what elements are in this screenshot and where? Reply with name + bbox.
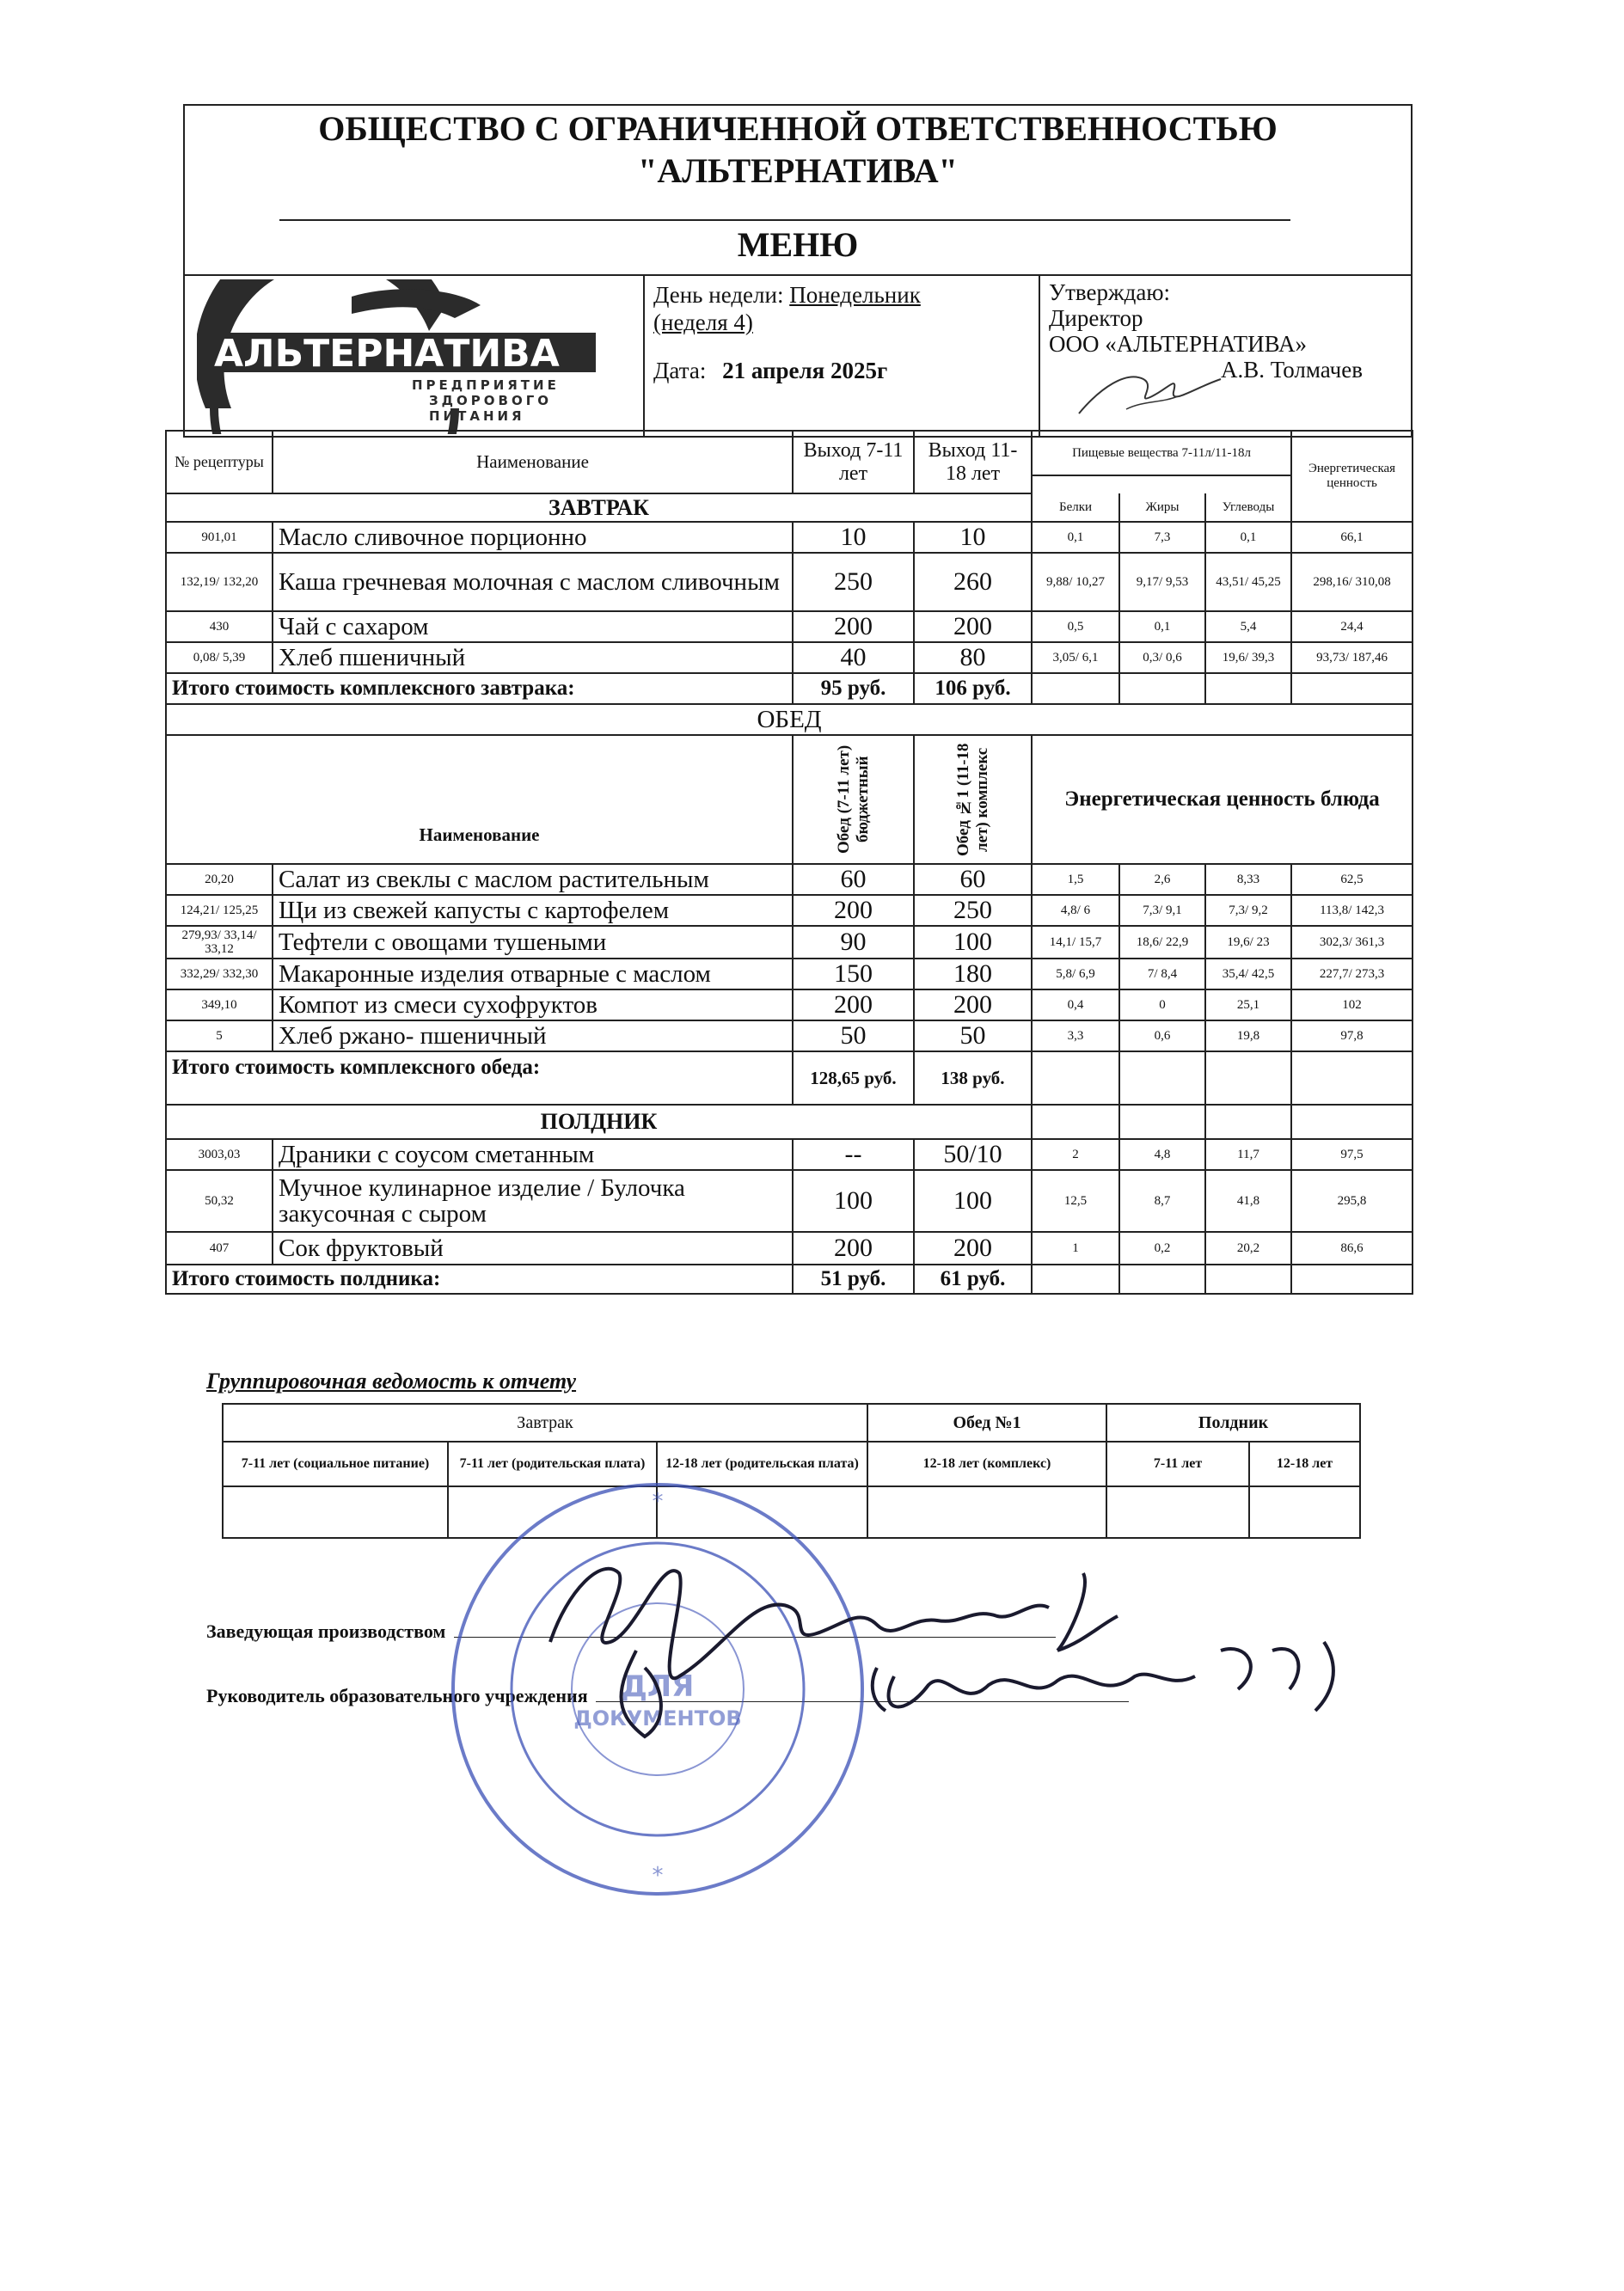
proteins: 4,8/ 6 — [1032, 895, 1119, 926]
snack-section-row — [166, 1105, 1413, 1139]
grouping-col-5: 7-11 лет — [1106, 1442, 1249, 1486]
lunch-total-row — [166, 1051, 1413, 1105]
energy: 66,1 — [1291, 522, 1413, 553]
breakfast-title: ЗАВТРАК — [166, 493, 1032, 522]
output-7-11: 100 — [793, 1170, 914, 1232]
output-11-18: 100 — [914, 926, 1032, 959]
carbs: 20,2 — [1205, 1232, 1291, 1265]
output-11-18: 80 — [914, 642, 1032, 673]
output-11-18: 180 — [914, 959, 1032, 989]
output-11-18: 50/10 — [914, 1139, 1032, 1170]
lunch-section-row — [166, 704, 1413, 735]
table-row — [166, 553, 1413, 611]
snack-total-row — [166, 1265, 1413, 1294]
carbs: 43,51/ 45,25 — [1205, 553, 1291, 611]
fats: 0,1 — [1119, 611, 1205, 642]
grouping-col-1: 7-11 лет (социальное питание) — [223, 1442, 448, 1486]
recipe-no: 332,29/ 332,30 — [166, 959, 273, 989]
approve-label: Утверждаю: — [1049, 279, 1171, 305]
svg-text:*: * — [652, 1863, 664, 1889]
dish-name: Мучное кулинарное изделие / Булочка закусочная с сыром — [273, 1170, 793, 1232]
snack-price-11-18: 61 руб. — [914, 1265, 1032, 1294]
carbs: 19,8 — [1205, 1020, 1291, 1051]
energy: 97,5 — [1291, 1139, 1413, 1170]
svg-text:ДЛЯ: ДЛЯ — [621, 1669, 695, 1704]
day-value: Понедельник — [789, 282, 921, 308]
output-11-18: 250 — [914, 895, 1032, 926]
director-signature — [1075, 353, 1229, 422]
recipe-no: 5 — [166, 1020, 273, 1051]
lunch-7-11-header — [793, 735, 914, 864]
lunch-price-11-18: 138 руб. — [914, 1051, 1032, 1105]
energy: 24,4 — [1291, 611, 1413, 642]
divider — [279, 219, 1290, 221]
output-7-11-header: Выход 7-11 лет — [793, 431, 914, 493]
output-7-11: 200 — [793, 1232, 914, 1265]
carbs: 19,6/ 39,3 — [1205, 642, 1291, 673]
recipe-no: 279,93/ 33,14/ 33,12 — [166, 926, 273, 959]
fats: 0,2 — [1119, 1232, 1205, 1265]
dish-name: Сок фруктовый — [273, 1232, 793, 1265]
energy: 97,8 — [1291, 1020, 1413, 1051]
grouping-col-3: 12-18 лет (родительская плата) — [657, 1442, 867, 1486]
output-7-11: 150 — [793, 959, 914, 989]
grouping-col-4: 12-18 лет (комплекс) — [867, 1442, 1106, 1486]
grouping-col-2: 7-11 лет (родительская плата) — [448, 1442, 657, 1486]
fats: 7,3/ 9,1 — [1119, 895, 1205, 926]
snack-total-label: Итого стоимость полдника: — [166, 1265, 793, 1294]
recipe-no: 0,08/ 5,39 — [166, 642, 273, 673]
dish-name: Драники с соусом сметанным — [273, 1139, 793, 1170]
output-11-18-header: Выход 11-18 лет — [914, 431, 1032, 493]
logo-subtitle-2: ЗДОРОВОГО — [429, 393, 553, 408]
output-11-18: 60 — [914, 864, 1032, 895]
grouping-snack: Полдник — [1106, 1404, 1360, 1442]
carbs: 11,7 — [1205, 1139, 1291, 1170]
proteins-header: Белки — [1032, 493, 1119, 522]
lunch-price-7-11: 128,65 руб. — [793, 1051, 914, 1105]
snack-price-7-11: 51 руб. — [793, 1265, 914, 1294]
grouping-breakfast: Завтрак — [223, 1404, 867, 1442]
energy: 102 — [1291, 989, 1413, 1020]
table-row — [166, 1170, 1413, 1232]
proteins: 12,5 — [1032, 1170, 1119, 1232]
output-7-11: 200 — [793, 611, 914, 642]
dish-name: Хлеб пшеничный — [273, 642, 793, 673]
output-7-11: 40 — [793, 642, 914, 673]
lunch-11-18-header-text: Обед №1 (11-18 лет) комплекс — [953, 743, 991, 856]
dish-name: Чай с сахаром — [273, 611, 793, 642]
fats: 7/ 8,4 — [1119, 959, 1205, 989]
lunch-7-11-header-text: Обед (7-11 лет) бюджетный — [834, 744, 872, 855]
output-11-18: 260 — [914, 553, 1032, 611]
proteins: 3,05/ 6,1 — [1032, 642, 1119, 673]
proteins: 14,1/ 15,7 — [1032, 926, 1119, 959]
table-row — [166, 959, 1413, 989]
output-11-18: 200 — [914, 1232, 1032, 1265]
fats: 0,6 — [1119, 1020, 1205, 1051]
recipe-no: 124,21/ 125,25 — [166, 895, 273, 926]
date-cell — [643, 274, 1039, 438]
day-of-week — [653, 281, 1030, 309]
grouping-col-6: 12-18 лет — [1249, 1442, 1360, 1486]
fats: 7,3 — [1119, 522, 1205, 553]
svg-text:ДОКУМЕНТОВ: ДОКУМЕНТОВ — [573, 1706, 742, 1731]
company-logo — [197, 279, 627, 434]
carbs: 19,6/ 23 — [1205, 926, 1291, 959]
lunch-energy-header: Энергетическая ценность блюда — [1032, 735, 1413, 864]
lunch-total-label: Итого стоимость комплексного обеда: — [166, 1051, 793, 1105]
date-value: 21 апреля 2025г — [722, 358, 888, 383]
week-number: (неделя 4) — [653, 309, 753, 335]
dish-name: Щи из свежей капусты с картофелем — [273, 895, 793, 926]
breakfast-total-row — [166, 673, 1413, 704]
nutrients-header: Пищевые вещества 7-11л/11-18л — [1032, 431, 1291, 475]
date-line — [653, 357, 1030, 384]
carbs-header: Углеводы — [1205, 493, 1291, 522]
energy: 62,5 — [1291, 864, 1413, 895]
carbs: 5,4 — [1205, 611, 1291, 642]
energy: 298,16/ 310,08 — [1291, 553, 1413, 611]
proteins: 9,88/ 10,27 — [1032, 553, 1119, 611]
name-header: Наименование — [273, 431, 793, 493]
menu-table — [165, 430, 1413, 1295]
approver-name: А.В. Толмачев — [1221, 357, 1363, 383]
approval-cell — [1039, 274, 1413, 438]
table-row — [166, 895, 1413, 926]
lunch-11-18-header — [914, 735, 1032, 864]
breakfast-price-11-18: 106 руб. — [914, 673, 1032, 704]
institution-head-label: Руководитель образовательного учреждения — [206, 1685, 588, 1706]
fats: 4,8 — [1119, 1139, 1205, 1170]
energy-header: Энергетическая ценность — [1291, 431, 1413, 522]
fats: 9,17/ 9,53 — [1119, 553, 1205, 611]
table-row — [166, 926, 1413, 959]
recipe-no: 407 — [166, 1232, 273, 1265]
table-row — [166, 989, 1413, 1020]
lunch-title: ОБЕД — [166, 704, 1413, 735]
proteins: 2 — [1032, 1139, 1119, 1170]
proteins: 0,1 — [1032, 522, 1119, 553]
svg-text:*: * — [652, 1489, 664, 1515]
fats: 0,3/ 0,6 — [1119, 642, 1205, 673]
fats: 2,6 — [1119, 864, 1205, 895]
fats: 0 — [1119, 989, 1205, 1020]
table-row — [166, 642, 1413, 673]
grouping-lunch: Обед №1 — [867, 1404, 1106, 1442]
lunch-header-row — [166, 735, 1413, 864]
proteins: 0,5 — [1032, 611, 1119, 642]
breakfast-total-label: Итого стоимость комплексного завтрака: — [166, 673, 793, 704]
energy: 86,6 — [1291, 1232, 1413, 1265]
output-7-11: 200 — [793, 895, 914, 926]
output-7-11: -- — [793, 1139, 914, 1170]
dish-name: Масло сливочное порционно — [273, 522, 793, 553]
dish-name: Хлеб ржано- пшеничный — [273, 1020, 793, 1051]
recipe-no: 430 — [166, 611, 273, 642]
energy: 93,73/ 187,46 — [1291, 642, 1413, 673]
table-header-row — [166, 431, 1413, 475]
energy: 295,8 — [1291, 1170, 1413, 1232]
fats: 18,6/ 22,9 — [1119, 926, 1205, 959]
output-11-18: 50 — [914, 1020, 1032, 1051]
snack-title: ПОЛДНИК — [166, 1105, 1032, 1139]
production-head-label: Заведующая производством — [206, 1620, 446, 1642]
breakfast-price-7-11: 95 руб. — [793, 673, 914, 704]
logo-subtitle-3: ПИТАНИЯ — [429, 408, 525, 424]
carbs: 7,3/ 9,2 — [1205, 895, 1291, 926]
logo-subtitle-1: ПРЕДПРИЯТИЕ — [412, 377, 560, 393]
dish-name: Салат из свеклы с маслом растительным — [273, 864, 793, 895]
proteins: 0,4 — [1032, 989, 1119, 1020]
lunch-name-header: Наименование — [166, 735, 793, 864]
output-7-11: 250 — [793, 553, 914, 611]
output-7-11: 50 — [793, 1020, 914, 1051]
energy: 227,7/ 273,3 — [1291, 959, 1413, 989]
output-11-18: 200 — [914, 989, 1032, 1020]
table-row — [166, 1232, 1413, 1265]
dish-name: Тефтели с овощами тушеными — [273, 926, 793, 959]
logo-cell — [185, 274, 643, 438]
output-7-11: 60 — [793, 864, 914, 895]
carbs: 35,4/ 42,5 — [1205, 959, 1291, 989]
recipe-no: 3003,03 — [166, 1139, 273, 1170]
recipe-no: 50,32 — [166, 1170, 273, 1232]
dish-name: Компот из смеси сухофруктов — [273, 989, 793, 1020]
energy: 113,8/ 142,3 — [1291, 895, 1413, 926]
dish-name: Каша гречневая молочная с маслом сливочным — [273, 553, 793, 611]
table-row — [166, 522, 1413, 553]
recipe-no-header: № рецептуры — [166, 431, 273, 493]
day-label: День недели: — [653, 282, 784, 308]
table-row — [166, 864, 1413, 895]
carbs: 0,1 — [1205, 522, 1291, 553]
table-row — [166, 1139, 1413, 1170]
output-11-18: 10 — [914, 522, 1032, 553]
breakfast-section-row — [166, 493, 1413, 522]
proteins: 5,8/ 6,9 — [1032, 959, 1119, 989]
carbs: 41,8 — [1205, 1170, 1291, 1232]
grouping-title: Группировочная ведомость к отчету — [206, 1369, 577, 1394]
grouping-header-row — [223, 1404, 1360, 1442]
dish-name: Макаронные изделия отварные с маслом — [273, 959, 793, 989]
fats: 8,7 — [1119, 1170, 1205, 1232]
output-7-11: 200 — [793, 989, 914, 1020]
fats-header: Жиры — [1119, 493, 1205, 522]
recipe-no: 132,19/ 132,20 — [166, 553, 273, 611]
recipe-no: 349,10 — [166, 989, 273, 1020]
approver-company: ООО «АЛЬТЕРНАТИВА» — [1049, 331, 1307, 357]
proteins: 1,5 — [1032, 864, 1119, 895]
carbs: 8,33 — [1205, 864, 1291, 895]
table-row — [166, 611, 1413, 642]
proteins: 3,3 — [1032, 1020, 1119, 1051]
energy: 302,3/ 361,3 — [1291, 926, 1413, 959]
recipe-no: 901,01 — [166, 522, 273, 553]
approver-position: Директор — [1049, 305, 1143, 331]
table-row — [166, 1020, 1413, 1051]
proteins: 1 — [1032, 1232, 1119, 1265]
organization-block — [185, 106, 1411, 278]
output-11-18: 100 — [914, 1170, 1032, 1232]
document-title: МЕНЮ — [737, 225, 859, 264]
document-header — [183, 104, 1413, 438]
output-11-18: 200 — [914, 611, 1032, 642]
handwritten-signatures — [533, 1539, 1479, 1762]
logo-text: АЛЬТЕРНАТИВА — [214, 332, 560, 376]
org-name-line2: "АЛЬТЕРНАТИВА" — [638, 151, 958, 190]
date-label: Дата: — [653, 358, 707, 383]
output-7-11: 10 — [793, 522, 914, 553]
carbs: 25,1 — [1205, 989, 1291, 1020]
org-name-line1: ОБЩЕСТВО С ОГРАНИЧЕННОЙ ОТВЕТСТВЕННОСТЬЮ — [318, 109, 1278, 148]
recipe-no: 20,20 — [166, 864, 273, 895]
output-7-11: 90 — [793, 926, 914, 959]
